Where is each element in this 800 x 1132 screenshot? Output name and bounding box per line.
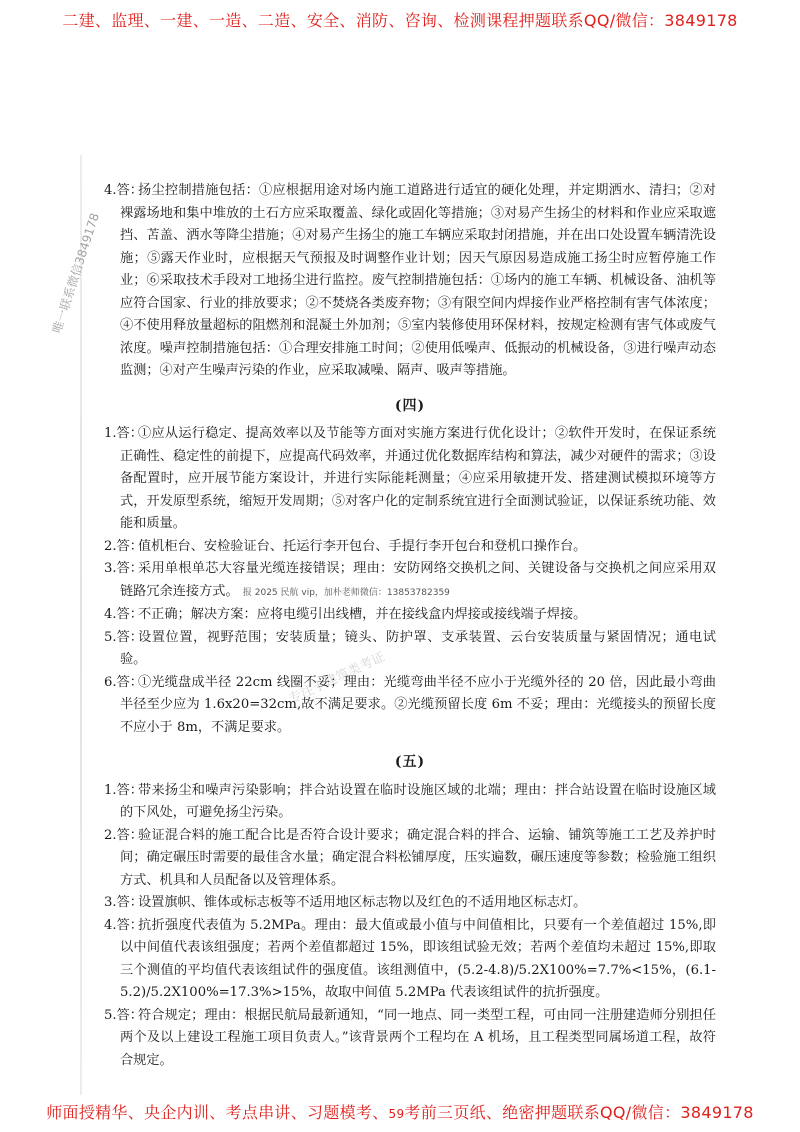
section-title-5: (五): [394, 754, 426, 770]
answer-item: [104, 672, 716, 740]
item-text: 符合规定；理由：根据民航局最新通知，“同一地点、同一类型工程，可由同一注册建造师分别担任两个及以上建设工程施工项目负责人。”该背景两个工程均在 A 机场，且工程类型同属场道工程，故符合规定。: [120, 1007, 716, 1068]
answer-item: [104, 1005, 716, 1073]
answer-item: [104, 536, 716, 559]
item-text: 值机柜台、安检验证台、托运行李开包台、手提行李开包台和登机口操作台。: [138, 538, 587, 554]
item-text: ①应从运行稳定、提高效率以及节能等方面对实施方案进行优化设计；②软件开发时，在保证系统正确性、稳定性的前提下，应提高代码效率，并通过优化数据库结构和算法，减少对硬件的需求；③设备配置时，应开展节能方案设计，并进行实际能耗测量；④应采用敏捷开发、搭建测试模拟环境等方式，开发原型系统，缩短开发周期；⑤对客户化的定制系统宜进行全面测试验证，以保证系统功能、效能和质量。: [120, 426, 716, 531]
item-text: 带来扬尘和噪声污染影响；拌合站设置在临时设施区域的北端；理由：拌合站设置在临时设施区域的下风处，可避免扬尘污染。: [120, 782, 716, 820]
left-vertical-watermark: 唯一联系微信3849178: [49, 211, 102, 335]
item-number: 4.答：: [104, 607, 143, 622]
answer-item: [104, 423, 716, 536]
item-number: 1.答：: [104, 426, 143, 441]
page-number: 59: [388, 1107, 405, 1121]
diagonal-watermark: 专注于建筑类考证: [286, 649, 388, 708]
answer-item: [104, 627, 716, 672]
item-number: 4.答：: [104, 183, 143, 198]
item-text: 采用单根单芯大容量光缆连接错误；理由：安防网络交换机之间、关键设备与交换机之间应采用双链路冗余连接方式。: [120, 561, 716, 599]
answer-item: [104, 604, 716, 627]
item-number: 2.答：: [104, 538, 143, 554]
item-text: ①光缆盘成半径 22cm 线圈不妥；理由：光缆弯曲半径不应小于光缆外径的 20 倍，因此最小弯曲半径至少应为 1.6x20=32cm,故不满足要求。②光缆预留长度 6m 不妥；理由：光缆接头的预留长度不应小于 8m，不满足要求。: [120, 674, 716, 735]
answer-item: [104, 180, 716, 383]
footer-banner-right: 考前三页纸、绝密押题联系QQ/微信：3849178: [404, 1103, 754, 1122]
item-text: 设置旗帜、锥体或标志板等不适用地区标志物以及红色的不适用地区标志灯。: [138, 895, 587, 910]
section-title-4: (四): [394, 397, 426, 414]
scan-edge-line: [80, 155, 82, 1095]
item-text: 设置位置，视野范围；安装质量；镜头、防护罩、支承装置、云台安装质量与紧固情况；通电试验。: [120, 629, 716, 667]
item-number: 6.答：: [104, 674, 143, 690]
footer-banner-left: 师面授精华、央企内训、考点串讲、习题模考、: [46, 1103, 389, 1122]
answer-item: [104, 892, 716, 915]
item-number: 3.答：: [104, 561, 143, 576]
item-number: 3.答：: [104, 895, 143, 910]
page-content: [104, 180, 716, 1072]
item-number: 5.答：: [104, 1007, 143, 1023]
item-number: 2.答：: [104, 827, 143, 843]
top-contact-banner: 二建、监理、一建、一造、二造、安全、消防、咨询、检测课程押题联系QQ/微信：3849178: [62, 11, 738, 30]
item-number: 5.答：: [104, 629, 143, 645]
answer-item: [104, 780, 716, 825]
answer-item: [104, 558, 716, 604]
item-text: 抗折强度代表值为 5.2MPa。理由：最大值或最小值与中间值相比，只要有一个差值超过 15%,即以中间值代表该组强度；若两个差值都超过 15%，即该组试验无效；若两个差值均未超过 15%,即取三个测值的平均值代表该组试件的强度值。该组测值中，(5.2-4.8)/5.2X100%=7.7%<15%，(6.1-5.2)/5.2X100%=17.3%>15%，故取中间值 5.2MPa 代表该组试件的抗折强度。: [120, 917, 716, 1000]
item-text: 验证混合料的施工配合比是否符合设计要求；确定混合料的拌合、运输、铺筑等施工工艺及养护时间；确定碾压时需要的最佳含水量；确定混合料松铺厚度，压实遍数，碾压速度等参数；检验施工组织方式、机具和人员配备以及管理体系。: [120, 827, 716, 888]
inline-note: 报 2025 民航 vip，加朴老师微信：13853782359: [242, 587, 450, 598]
answer-item: [104, 825, 716, 893]
item-text: 扬尘控制措施包括：①应根据用途对场内施工道路进行适宜的硬化处理，并定期洒水、清扫；②对裸露场地和集中堆放的土石方应采取覆盖、绿化或固化等措施；③对易产生扬尘的材料和作业应采取遮挡、苫盖、洒水等降尘措施；④对易产生扬尘的施工车辆应采取封闭措施，并在出口处设置车辆清洗设施；⑤露天作业时，应根据天气预报及时调整作业计划；因天气原因易造成施工扬尘时应暂停施工作业；⑥采取技术手段对工地扬尘进行监控。废气控制措施包括：①场内的施工车辆、机械设备、油机等应符合国家、行业的排放要求；②不焚烧各类废弃物；③有限空间内焊接作业严格控制有害气体浓度；④不使用释放量超标的阻燃剂和混凝土外加剂；⑤室内装修使用环保材料，按规定检测有害气体或废气浓度。噪声控制措施包括：①合理安排施工时间；②使用低噪声、低振动的机械设备，③进行噪声动态监测；④对产生噪声污染的作业，应采取减噪、隔声、吸声等措施。: [120, 183, 716, 378]
bottom-contact-banner: [0, 1100, 800, 1123]
item-number: 1.答：: [104, 782, 143, 798]
answer-item: [104, 915, 716, 1005]
item-text: 不正确；解决方案：应将电缆引出线槽，并在接线盒内焊接或接线端子焊接。: [138, 607, 587, 622]
item-number: 4.答：: [104, 917, 143, 933]
